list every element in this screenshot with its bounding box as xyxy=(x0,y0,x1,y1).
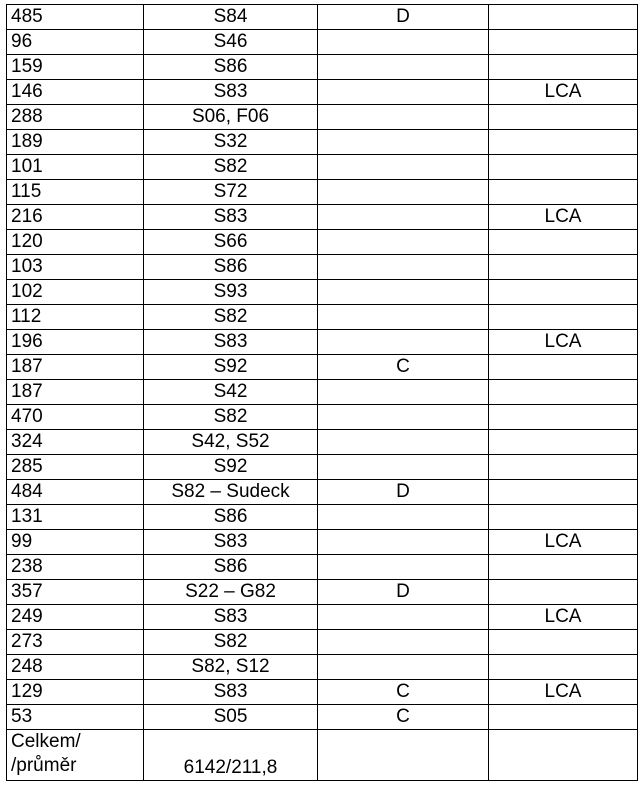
grade-cell xyxy=(318,655,489,680)
table-row xyxy=(7,655,638,680)
code-cell: S42, S52 xyxy=(144,430,318,455)
grade-cell xyxy=(318,605,489,630)
grade-cell xyxy=(318,30,489,55)
value-cell: 131 xyxy=(7,505,144,530)
note-cell: LCA xyxy=(489,330,638,355)
grade-cell: C xyxy=(318,680,489,705)
table-row xyxy=(7,530,638,555)
code-cell: S05 xyxy=(144,705,318,730)
grade-cell xyxy=(318,155,489,180)
value-cell: 470 xyxy=(7,405,144,430)
table-row xyxy=(7,480,638,505)
note-cell xyxy=(489,305,638,330)
value-cell: 129 xyxy=(7,680,144,705)
grade-cell xyxy=(318,130,489,155)
code-cell: S83 xyxy=(144,605,318,630)
grade-cell xyxy=(318,80,489,105)
value-cell: 101 xyxy=(7,155,144,180)
code-cell: S92 xyxy=(144,355,318,380)
table-row xyxy=(7,155,638,180)
grade-cell xyxy=(318,180,489,205)
table-row xyxy=(7,705,638,730)
grade-cell xyxy=(318,230,489,255)
code-cell: S83 xyxy=(144,680,318,705)
note-cell xyxy=(489,480,638,505)
value-cell: 102 xyxy=(7,280,144,305)
code-cell: S82 xyxy=(144,405,318,430)
value-cell: 159 xyxy=(7,55,144,80)
code-cell: S83 xyxy=(144,530,318,555)
value-cell: 238 xyxy=(7,555,144,580)
note-cell xyxy=(489,655,638,680)
note-cell xyxy=(489,555,638,580)
code-cell: S06, F06 xyxy=(144,105,318,130)
note-cell xyxy=(489,255,638,280)
table-row xyxy=(7,405,638,430)
table-row xyxy=(7,505,638,530)
code-cell: S83 xyxy=(144,205,318,230)
grade-cell xyxy=(318,205,489,230)
code-cell: S84 xyxy=(144,5,318,30)
table-row xyxy=(7,630,638,655)
note-cell xyxy=(489,280,638,305)
table-row xyxy=(7,455,638,480)
grade-cell xyxy=(318,430,489,455)
grade-cell xyxy=(318,305,489,330)
note-cell xyxy=(489,455,638,480)
note-cell: LCA xyxy=(489,605,638,630)
table-row xyxy=(7,30,638,55)
table-row xyxy=(7,55,638,80)
value-cell: 53 xyxy=(7,705,144,730)
value-cell: 324 xyxy=(7,430,144,455)
note-cell xyxy=(489,5,638,30)
table-row xyxy=(7,130,638,155)
table-row xyxy=(7,355,638,380)
code-cell: S82 xyxy=(144,155,318,180)
grade-cell xyxy=(318,455,489,480)
code-cell: S32 xyxy=(144,130,318,155)
table-row xyxy=(7,330,638,355)
code-cell: S42 xyxy=(144,380,318,405)
grade-cell: D xyxy=(318,480,489,505)
note-cell xyxy=(489,105,638,130)
note-cell xyxy=(489,505,638,530)
grade-cell xyxy=(318,380,489,405)
note-cell: LCA xyxy=(489,80,638,105)
table-row xyxy=(7,280,638,305)
grade-cell xyxy=(318,505,489,530)
table-row xyxy=(7,5,638,30)
table-row xyxy=(7,180,638,205)
table-row xyxy=(7,205,638,230)
table-row xyxy=(7,230,638,255)
value-cell: 146 xyxy=(7,80,144,105)
note-cell xyxy=(489,30,638,55)
note-cell xyxy=(489,155,638,180)
grade-cell xyxy=(318,55,489,80)
grade-cell: D xyxy=(318,5,489,30)
code-cell: S83 xyxy=(144,330,318,355)
value-cell: 120 xyxy=(7,230,144,255)
value-cell: 485 xyxy=(7,5,144,30)
code-cell: S86 xyxy=(144,555,318,580)
value-cell: 248 xyxy=(7,655,144,680)
value-cell: 103 xyxy=(7,255,144,280)
total-label-line1: Celkem/ xyxy=(11,731,81,752)
table-row xyxy=(7,105,638,130)
code-cell: S86 xyxy=(144,55,318,80)
code-cell: S82 – Sudeck xyxy=(144,480,318,505)
note-cell: LCA xyxy=(489,530,638,555)
table-row xyxy=(7,80,638,105)
note-cell xyxy=(489,230,638,255)
code-cell: S86 xyxy=(144,255,318,280)
grade-cell xyxy=(318,105,489,130)
grade-cell xyxy=(318,405,489,430)
total-empty-cell xyxy=(489,730,638,781)
table-row xyxy=(7,430,638,455)
note-cell xyxy=(489,55,638,80)
total-value: 6142/211,8 xyxy=(144,730,318,781)
value-cell: 285 xyxy=(7,455,144,480)
table-row xyxy=(7,555,638,580)
code-cell: S86 xyxy=(144,505,318,530)
grade-cell xyxy=(318,530,489,555)
grade-cell xyxy=(318,555,489,580)
code-cell: S92 xyxy=(144,455,318,480)
grade-cell xyxy=(318,330,489,355)
value-cell: 96 xyxy=(7,30,144,55)
value-cell: 249 xyxy=(7,605,144,630)
value-cell: 187 xyxy=(7,355,144,380)
table-row xyxy=(7,305,638,330)
grade-cell: C xyxy=(318,705,489,730)
total-label xyxy=(7,730,144,781)
table-row xyxy=(7,255,638,280)
table-body xyxy=(7,5,638,781)
total-label-line2: /průměr xyxy=(11,755,77,776)
value-cell: 216 xyxy=(7,205,144,230)
note-cell xyxy=(489,130,638,155)
value-cell: 273 xyxy=(7,630,144,655)
note-cell: LCA xyxy=(489,680,638,705)
value-cell: 99 xyxy=(7,530,144,555)
note-cell xyxy=(489,705,638,730)
table-row xyxy=(7,380,638,405)
note-cell xyxy=(489,180,638,205)
value-cell: 189 xyxy=(7,130,144,155)
grade-cell: D xyxy=(318,580,489,605)
code-cell: S93 xyxy=(144,280,318,305)
value-cell: 357 xyxy=(7,580,144,605)
value-cell: 112 xyxy=(7,305,144,330)
grade-cell xyxy=(318,280,489,305)
note-cell xyxy=(489,380,638,405)
table-row xyxy=(7,680,638,705)
code-cell: S46 xyxy=(144,30,318,55)
value-cell: 196 xyxy=(7,330,144,355)
code-cell: S72 xyxy=(144,180,318,205)
code-cell: S82 xyxy=(144,305,318,330)
code-cell: S83 xyxy=(144,80,318,105)
note-cell: LCA xyxy=(489,205,638,230)
total-row xyxy=(7,730,638,781)
grade-cell xyxy=(318,630,489,655)
code-cell: S82, S12 xyxy=(144,655,318,680)
value-cell: 288 xyxy=(7,105,144,130)
code-cell: S22 – G82 xyxy=(144,580,318,605)
note-cell xyxy=(489,630,638,655)
grade-cell: C xyxy=(318,355,489,380)
table-row xyxy=(7,580,638,605)
value-cell: 115 xyxy=(7,180,144,205)
table-row xyxy=(7,605,638,630)
note-cell xyxy=(489,430,638,455)
code-cell: S66 xyxy=(144,230,318,255)
note-cell xyxy=(489,580,638,605)
total-empty-cell xyxy=(318,730,489,781)
value-cell: 187 xyxy=(7,380,144,405)
value-cell: 484 xyxy=(7,480,144,505)
note-cell xyxy=(489,355,638,380)
code-cell: S82 xyxy=(144,630,318,655)
data-table xyxy=(6,4,638,781)
note-cell xyxy=(489,405,638,430)
grade-cell xyxy=(318,255,489,280)
